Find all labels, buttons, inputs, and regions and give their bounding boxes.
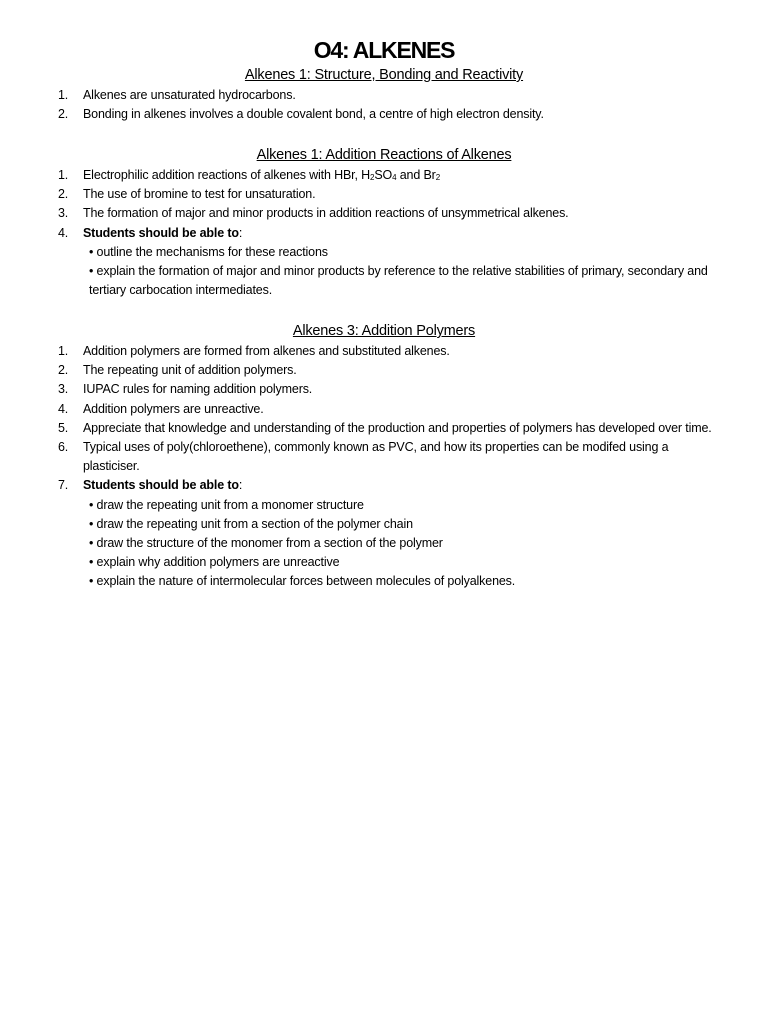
list-item: [0, 185, 768, 204]
students-should-label: Students should be able to: [83, 225, 239, 240]
list-item-text: IUPAC rules for naming addition polymers.: [83, 382, 313, 397]
bullet-item: • explain the formation of major and minor products by reference to the relative stabilities of primary, secondary and tertiary carbocation intermediates.: [89, 264, 708, 298]
list-item-number: 1.: [58, 168, 69, 182]
bullet-item: • draw the repeating unit from a monomer structure: [89, 497, 364, 512]
list-item: [0, 400, 768, 419]
list-item: [0, 86, 768, 105]
label-colon: :: [238, 478, 243, 493]
bullet-item: • explain the nature of intermolecular forces between molecules of polyalkenes.: [89, 574, 516, 589]
list-item: [0, 419, 768, 438]
list-item: [0, 438, 768, 476]
students-should-label: Students should be able to: [83, 478, 239, 493]
list-item: [0, 105, 768, 124]
list-item: [0, 361, 768, 380]
bullet-list: [83, 496, 720, 592]
list-item: [0, 476, 768, 591]
list-item-text: Electrophilic addition reactions of alkenes with HBr, $H_2SO_4$ and $Br_2$: [83, 168, 441, 182]
bullet-item: • draw the repeating unit from a section of the polymer chain: [89, 516, 413, 531]
section-list-structure-bonding: [0, 86, 768, 124]
list-item-text: The repeating unit of addition polymers.: [83, 363, 297, 378]
list-item-text: The use of bromine to test for unsaturation.: [83, 187, 316, 202]
list-item-number: 6.: [58, 440, 69, 455]
list-item-text: Addition polymers are unreactive.: [83, 401, 264, 416]
list-item-number: 2.: [58, 107, 69, 122]
list-item-text: Appreciate that knowledge and understanding of the production and properties of polymers has developed over time.: [83, 420, 712, 435]
list-item-number: 4.: [58, 225, 69, 240]
list-item-number: 2.: [58, 363, 69, 378]
list-item-text: The formation of major and minor products in addition reactions of unsymmetrical alkenes.: [83, 206, 569, 221]
section-heading-structure-bonding: Alkenes 1: Structure, Bonding and Reactivity: [244, 67, 524, 83]
list-item-text: Addition polymers are formed from alkenes and substituted alkenes.: [83, 344, 450, 358]
bullet-item: • explain why addition polymers are unreactive: [89, 555, 340, 570]
section-list-addition-polymers: [0, 342, 768, 592]
section-heading-addition-polymers: Alkenes 3: Addition Polymers: [292, 323, 476, 339]
list-item-number: 2.: [58, 187, 69, 202]
bullet-item: • draw the structure of the monomer from a section of the polymer: [89, 536, 443, 551]
list-item-number: 3.: [58, 206, 69, 221]
list-item: [0, 204, 768, 223]
list-item: [0, 166, 768, 185]
bullet-item: • outline the mechanisms for these reactions: [89, 244, 328, 259]
list-item-text: Alkenes are unsaturated hydrocarbons.: [83, 88, 296, 102]
list-item: [0, 224, 768, 301]
section-heading-addition-reactions: Alkenes 1: Addition Reactions of Alkenes: [256, 147, 512, 163]
list-item-text: Typical uses of poly(chloroethene), commonly known as PVC, and how its properties can be modifed using a plasticiser.: [83, 440, 669, 474]
list-item-number: 5.: [58, 420, 69, 435]
bullet-list: [83, 243, 720, 301]
list-item-number: 1.: [58, 344, 69, 358]
list-item: [0, 380, 768, 399]
list-item-number: 4.: [58, 401, 69, 416]
list-item-number: 3.: [58, 382, 69, 397]
document-title: O4: ALKENES: [313, 37, 455, 63]
label-colon: :: [238, 225, 243, 240]
list-item: [0, 342, 768, 361]
list-item-text: Bonding in alkenes involves a double covalent bond, a centre of high electron density.: [83, 107, 544, 122]
section-list-addition-reactions: [0, 166, 768, 300]
list-item-number: 1.: [58, 88, 69, 102]
list-item-number: 7.: [58, 478, 69, 493]
